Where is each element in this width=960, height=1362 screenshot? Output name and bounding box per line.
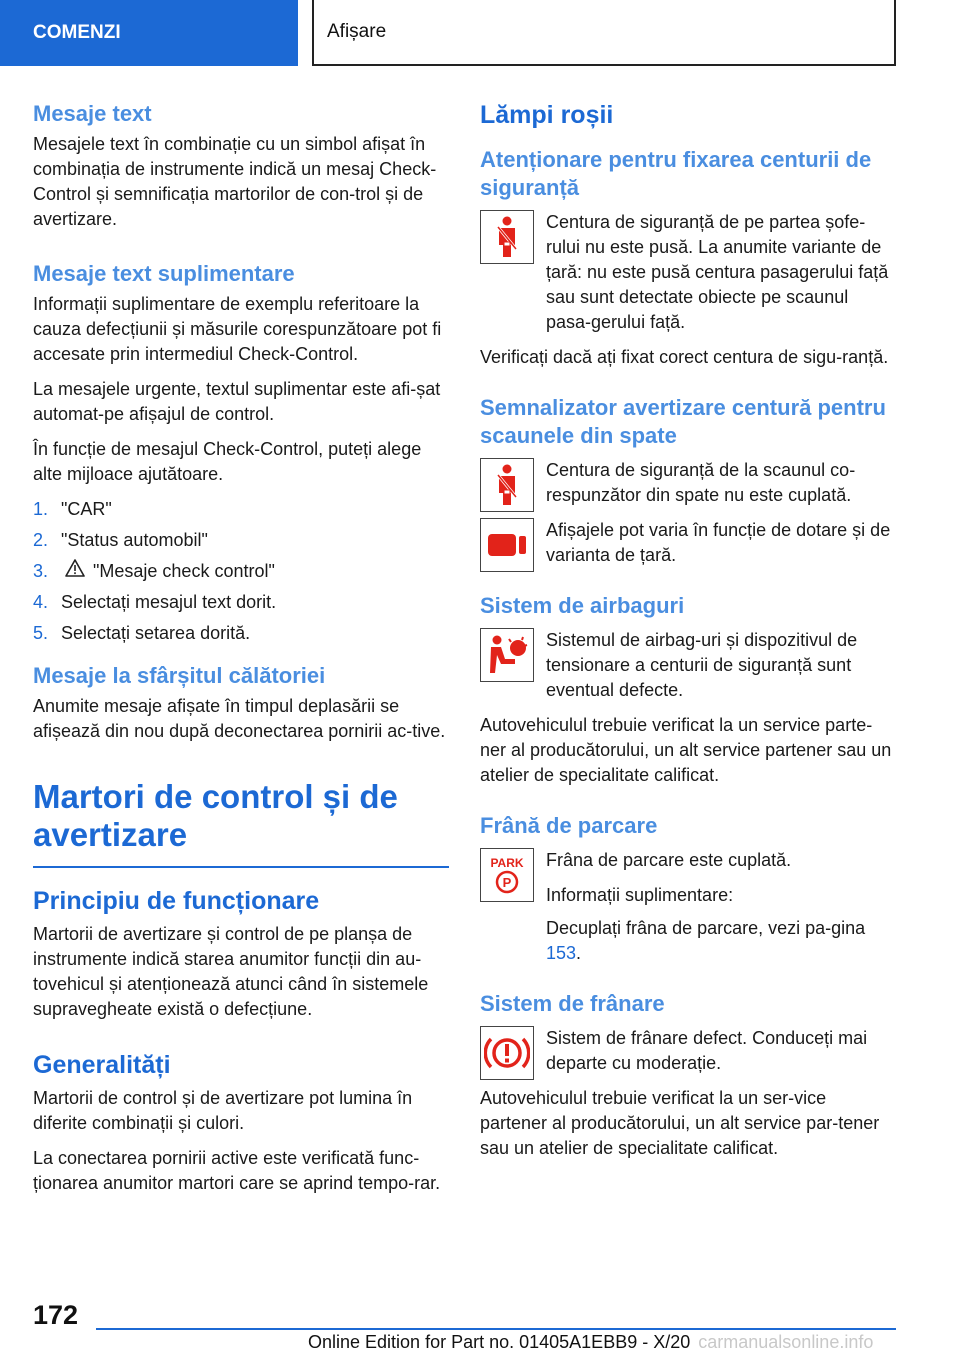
end-of-trip-body: Anumite mesaje afișate în timpul deplasării se afișează din nou după deconectarea pornirii ac-tive.	[33, 696, 446, 741]
brake-system-text: Sistem de frânare defect. Conduceți mai departe cu moderație.	[546, 1028, 868, 1073]
step-text: Selectați mesajul text dorit.	[61, 592, 277, 612]
brake-system-heading: Sistem de frânare	[480, 991, 665, 1016]
section-tab-label: COMENZI	[33, 22, 121, 43]
warning-triangle-icon	[65, 559, 85, 584]
page-number: 172	[33, 1300, 79, 1330]
parking-brake-instructions: Decuplați frâna de parcare, vezi pa-gina 153.	[546, 918, 866, 963]
text-messages-heading: Mesaje text	[33, 101, 152, 126]
footer-divider	[96, 1328, 896, 1330]
step-number: 2.	[33, 530, 49, 550]
right-column	[480, 100, 896, 1171]
red-lamps-heading: Lămpi roșii	[480, 101, 614, 129]
list-item	[33, 621, 449, 646]
seatbelt-icon	[480, 210, 534, 264]
rear-belt-text: Centura de siguranță de la scaunul co-respunzător din spate nu este cuplată.	[546, 460, 856, 505]
seatbelt-check-text: Verificați dacă ați fixat corect centura de sigu-ranță.	[480, 347, 889, 367]
svg-text:P: P	[502, 875, 512, 890]
parking-brake-info-label: Informații suplimentare:	[546, 885, 734, 905]
list-item	[33, 528, 449, 553]
airbag-heading: Sistem de airbaguri	[480, 593, 685, 618]
text-messages-body: Mesajele text în combinație cu un simbol afișat în combinația de instrumente indică un mesaj Check-Control și semnificația martorilor de con-trol și de avertizare.	[33, 134, 437, 229]
list-item	[33, 590, 449, 615]
general-paragraph: Martorii de control și de avertizare pot lumina în diferite combinații și culori.	[33, 1088, 413, 1133]
rear-belt-variant-text: Afișajele pot varia în funcție de dotare și de varianta de țară.	[546, 520, 891, 565]
seatbelt-heading: Atenționare pentru fixarea centurii de siguranță	[480, 147, 872, 200]
watermark: carmanualsonline.info	[698, 1332, 874, 1352]
list-item	[33, 559, 449, 584]
general-paragraph: La conectarea pornirii active este verificată func-ționarea anumitor martori care se aprind tempo-rar.	[33, 1148, 441, 1193]
brake-system-service-text: Autovehiculul trebuie verificat la un ser-vice partener al producătorului, un alt service par-tener sau un atelier de specialitate calificat.	[480, 1088, 880, 1158]
seatbelt-text: Centura de siguranță de pe partea șofe-rului nu este pusă. La anumite variante de țară: nu este pusă centura pasagerului față sau sunt detectate obiecte pe scaunul pasa-gerului față.	[546, 212, 889, 332]
edition-info	[308, 1332, 873, 1353]
supplementary-paragraph: Informații suplimentare de exemplu referitoare la cauza defecțiunii și măsurile corespunzătoare pot fi accesate prin intermediul Check-Control.	[33, 294, 442, 364]
step-text: Selectați setarea dorită.	[61, 623, 251, 643]
seatbelt-icon	[480, 458, 534, 512]
chapter-title: Martori de control și de avertizare	[33, 778, 398, 853]
parking-brake-icon-label: PARK	[490, 856, 524, 870]
step-number: 1.	[33, 499, 49, 519]
airbag-text: Sistemul de airbag-uri și dispozitivul de tensionare a centurii de siguranță sunt eventual defecte.	[546, 630, 858, 700]
general-heading: Generalități	[33, 1051, 171, 1079]
parking-brake-instructions-text: Decuplați frâna de parcare, vezi pa-gina	[546, 918, 866, 938]
seatbelt-warning-row	[480, 210, 896, 345]
page-footer	[0, 1290, 960, 1362]
step-text: "Mesaje check control"	[93, 561, 275, 581]
brake-warning-icon	[480, 1026, 534, 1080]
chapter-divider	[33, 866, 449, 868]
principle-heading: Principiu de funcționare	[33, 887, 320, 915]
rear-seat-indicator-icon	[480, 518, 534, 572]
step-number: 4.	[33, 592, 49, 612]
step-number: 3.	[33, 561, 49, 581]
brake-system-row	[480, 1026, 896, 1086]
end-of-trip-heading: Mesaje la sfârșitul călătoriei	[33, 663, 326, 688]
airbag-row	[480, 628, 896, 713]
airbag-service-text: Autovehiculul trebuie verificat la un service parte-ner al producătorului, un alt service partener sau un atelier de specialitate calificat.	[480, 715, 892, 785]
edition-text: Online Edition for Part no. 01405A1EBB9 - X/20	[308, 1332, 691, 1352]
page-link[interactable]: 153	[546, 943, 577, 963]
principle-body: Martorii de avertizare și control de pe planșa de instrumente indică starea anumitor funcții din au-tovehicul și atenționează atunci când în sistemele supravegheate există o defecțiune.	[33, 924, 429, 1019]
supplementary-paragraph: În funcție de mesajul Check-Control, puteți alege alte mijloace ajutătoare.	[33, 439, 422, 484]
left-column	[33, 100, 449, 1206]
list-item	[33, 497, 449, 522]
supplementary-heading: Mesaje text suplimentare	[33, 261, 295, 286]
parking-brake-icon	[480, 848, 534, 902]
parking-brake-heading: Frână de parcare	[480, 813, 658, 838]
steps-list	[33, 497, 449, 646]
chapter-tab-label: Afișare	[327, 21, 387, 42]
airbag-icon	[480, 628, 534, 682]
top-bar	[0, 0, 960, 66]
parking-brake-text: Frâna de parcare este cuplată.	[546, 850, 792, 870]
parking-brake-row	[480, 848, 896, 918]
supplementary-paragraph: La mesajele urgente, textul suplimentar este afi-șat automat-pe afișajul de control.	[33, 379, 441, 424]
step-text: "CAR"	[61, 499, 112, 519]
chapter-tab[interactable]	[312, 0, 896, 66]
step-number: 5.	[33, 623, 49, 643]
rear-belt-row	[480, 458, 896, 518]
step-text: "Status automobil"	[61, 530, 208, 550]
section-tab[interactable]	[0, 0, 298, 66]
rear-belt-row	[480, 518, 896, 578]
rear-belt-heading: Semnalizator avertizare centură pentru scaunele din spate	[480, 395, 886, 448]
